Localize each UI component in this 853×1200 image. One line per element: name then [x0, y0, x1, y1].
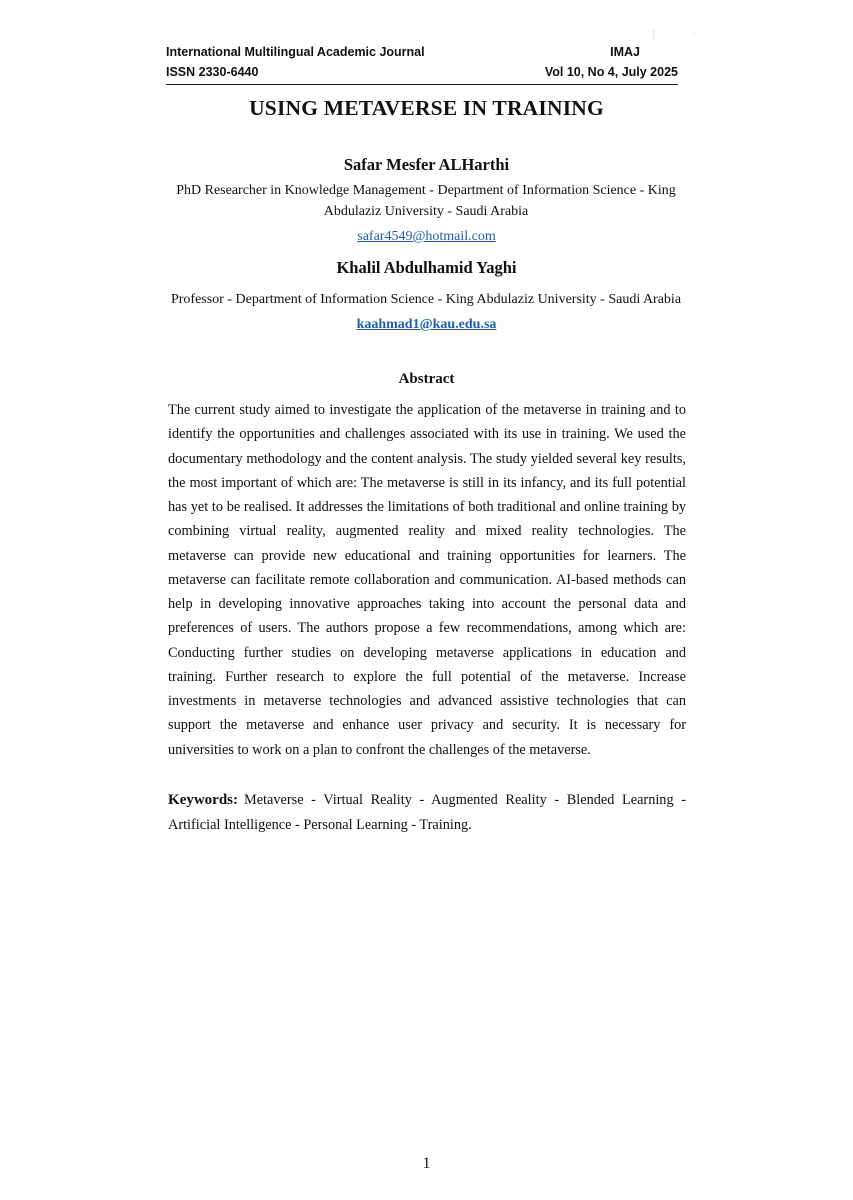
journal-name: International Multilingual Academic Journal	[166, 45, 425, 59]
journal-issn: ISSN 2330-6440	[166, 65, 259, 79]
author-affiliation-2: Professor - Department of Information Science - King Abdulaziz University - Saudi Arabia	[170, 292, 682, 307]
keywords-label: Keywords:	[168, 792, 238, 808]
author-affiliation-1: PhD Researcher in Knowledge Management - Department of Information Science - King Abdulaziz University - Saudi Arabia	[176, 183, 676, 219]
author-name-1: Safar Mesfer ALHarthi	[343, 155, 510, 174]
paper-title: USING METAVERSE IN TRAINING	[249, 96, 604, 120]
abstract-body: The current study aimed to investigate the application of the metaverse in training and to identify the opportunities and challenges associated with its use in training. We used the documentary methodology and the content analysis. The study yielded several key results, the most important of which are: The metaverse is still in its infancy, and its full potential has yet to be realised. It addresses the limitations of both traditional and online training by combining virtual reality, augmented reality and mixed reality technologies. The metaverse can provide new educational and training opportunities for learners. The metaverse can facilitate remote collaboration and communication. AI-based methods can help in developing innovative approaches taking into account the personal data and preferences of users. The authors propose a few recommendations, among which are: Conducting further studies on developing metaverse applications in education and training. Further research to explore the full potential of the metaverse. Increase investments in metaverse technologies and advanced assistive technologies that can support the metaverse and enhance user privacy and security. It is necessary for universities to work on a plan to confront the challenges of the metaverse.	[168, 402, 686, 758]
scan-artifact: : . :	[652, 29, 707, 41]
journal-issue: Vol 10, No 4, July 2025	[544, 65, 678, 79]
author-email-2[interactable]: kaahmad1@kau.edu.sa	[356, 317, 497, 332]
header-divider	[166, 84, 678, 85]
header-row-journal	[166, 42, 678, 62]
running-header	[166, 42, 678, 82]
author-name-2: Khalil Abdulhamid Yaghi	[336, 258, 517, 277]
journal-abbreviation: IMAJ	[610, 45, 640, 59]
page-number: 1	[422, 1155, 431, 1172]
author-email-1[interactable]: safar4549@hotmail.com	[357, 229, 496, 244]
keywords-list: Metaverse - Virtual Reality - Augmented Reality - Blended Learning - Artificial Intelligence - Personal Learning - Training.	[168, 792, 686, 833]
keywords-paragraph	[168, 788, 686, 838]
header-row-issue	[166, 62, 678, 82]
abstract-heading: Abstract	[398, 371, 455, 387]
